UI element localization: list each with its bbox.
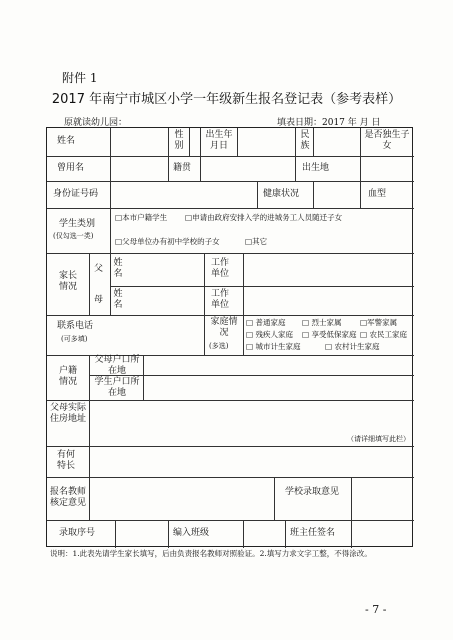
former-name-label: 曾用名 bbox=[57, 163, 85, 173]
family-label: 家庭情况 bbox=[210, 317, 238, 338]
birthplace-label: 出生地 bbox=[302, 163, 330, 173]
parent-household-label: 父母户口所在地 bbox=[94, 355, 140, 376]
specialty-label: 有何特长 bbox=[56, 450, 75, 471]
fill-date-label: 填表日期：2017 年 月 日 bbox=[277, 118, 381, 128]
residence-label: 父母实际住房地址 bbox=[50, 403, 87, 424]
class-label: 编入班级 bbox=[173, 528, 210, 538]
page-number: - 7 - bbox=[365, 603, 387, 616]
school-opinion-label: 学校录取意见 bbox=[284, 487, 339, 497]
residence-note: （请详细填写此栏） bbox=[347, 435, 410, 443]
family-option[interactable]: □ 残疾人家庭 bbox=[246, 330, 293, 339]
student-type-note: (仅勾选一类) bbox=[53, 232, 94, 240]
form-title: 2017 年南宁市城区小学一年级新生报名登记表（参考表样） bbox=[51, 92, 402, 107]
family-option[interactable]: □ 享受低保家庭 bbox=[302, 330, 357, 339]
id-number-label: 身份证号码 bbox=[53, 189, 99, 199]
family-option[interactable]: □ 农民工家庭 bbox=[360, 330, 407, 339]
registration-table bbox=[46, 127, 413, 547]
annex-label: 附件 1 bbox=[62, 71, 98, 85]
birth-label: 出生年月日 bbox=[205, 130, 233, 151]
student-type-option[interactable]: □本市户籍学生 bbox=[115, 213, 168, 222]
ethnic-label: 民族 bbox=[300, 130, 310, 151]
student-type-option[interactable]: □父母单位办有初中学校的子女 bbox=[115, 237, 220, 246]
student-type-label: 学生类别 bbox=[59, 219, 96, 229]
family-option[interactable]: □军警家属 bbox=[360, 318, 398, 327]
only-child-label: 是否独生子女 bbox=[364, 130, 410, 151]
household-label: 户籍情况 bbox=[58, 366, 77, 387]
family-note: (多选) bbox=[209, 342, 229, 350]
gender-label: 性别 bbox=[174, 130, 184, 151]
native-place-label: 籍贯 bbox=[173, 163, 192, 173]
contact-label: 联系电话 bbox=[57, 321, 94, 331]
contact-note: (可多填) bbox=[61, 335, 88, 343]
family-option[interactable]: □ 烈士家属 bbox=[302, 318, 342, 327]
head-teacher-label: 班主任签名 bbox=[290, 528, 336, 538]
health-label: 健康状况 bbox=[263, 189, 300, 199]
student-type-option[interactable]: □其它 bbox=[245, 237, 268, 246]
mother-name-label: 姓名 bbox=[113, 289, 123, 310]
mother-label: 母 bbox=[94, 295, 104, 305]
parent-label: 家长情况 bbox=[58, 271, 77, 292]
father-name-label: 姓名 bbox=[113, 258, 123, 279]
family-option[interactable]: □ 城市计生家庭 bbox=[246, 342, 301, 351]
family-option[interactable]: □ 农村计生家庭 bbox=[325, 342, 380, 351]
blood-type-label: 血型 bbox=[368, 189, 387, 199]
prev-kindergarten-label: 原就读幼儿园： bbox=[64, 118, 128, 128]
father-work-label: 工作单位 bbox=[210, 258, 229, 279]
name-label: 姓名 bbox=[57, 136, 76, 146]
admission-no-label: 录取序号 bbox=[59, 528, 96, 538]
student-household-label: 学生户口所在地 bbox=[94, 377, 140, 398]
teacher-opinion-label: 报名教师核定意见 bbox=[49, 487, 86, 508]
father-label: 父 bbox=[94, 264, 104, 274]
mother-work-label: 工作单位 bbox=[210, 289, 229, 310]
family-option[interactable]: □ 普通家庭 bbox=[246, 318, 286, 327]
form-note: 说明：1.此表先请学生家长填写，后由负责报名教师对照验证。2.填写力求文字工整，不得涂改。 bbox=[50, 549, 372, 558]
student-type-option[interactable]: □申请由政府安排入学的进城务工人员随迁子女 bbox=[185, 213, 343, 222]
